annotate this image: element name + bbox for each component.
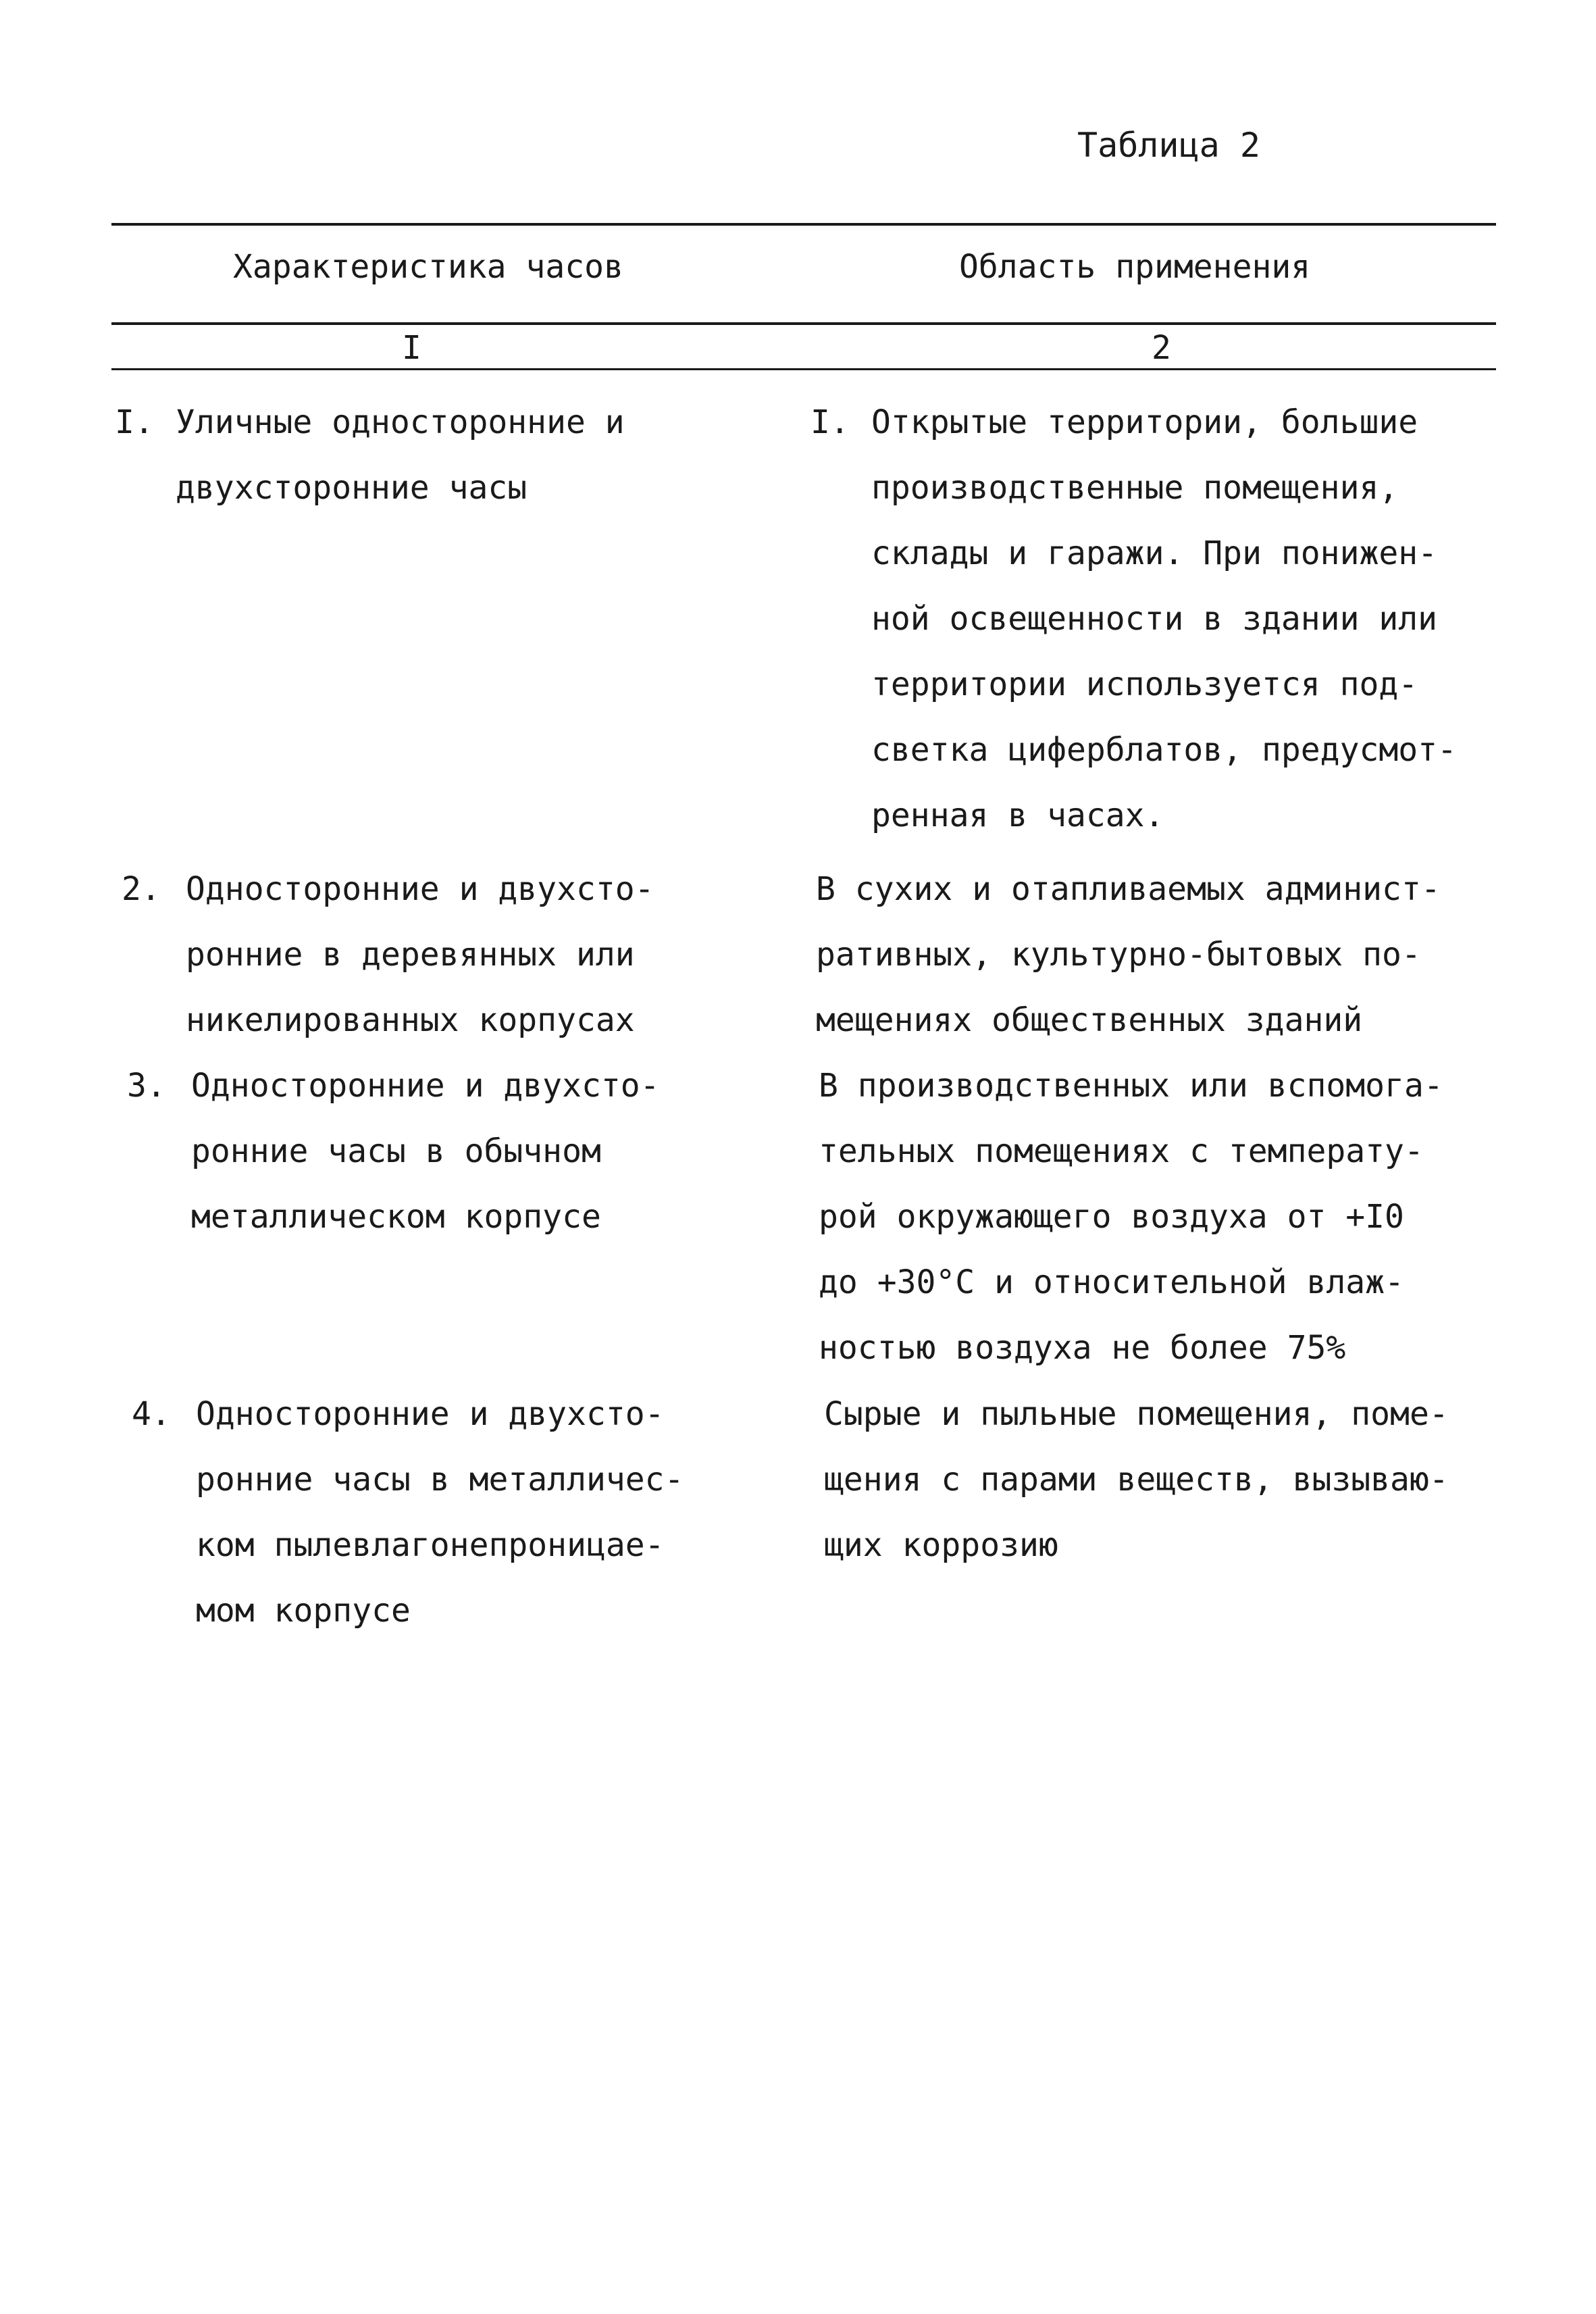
row-3-char-line-1: 3. Односторонние и двухсто- [127,1053,660,1119]
row-3-number: 3. [127,1067,166,1105]
row-2-app-line-3: мещениях общественных зданий [816,1001,1363,1039]
column-number-2: 2 [1152,329,1171,367]
row-1-app-line-7: ренная в часах. [871,797,1164,834]
table-numbering-rule [111,368,1496,370]
row-1-app-line-6: светка циферблатов, предусмот- [871,731,1457,769]
row-4-app-line-3: щих коррозию [824,1526,1058,1564]
table-caption: Таблица 2 [1077,126,1260,165]
row-3-app-line-4: до +30°C и относительной влаж- [819,1263,1404,1301]
row-1-app-line-2: производственные помещения, [871,469,1399,507]
row-2-char-line-2: ронние в деревянных или [186,936,635,974]
table-row-1-application [810,390,1457,849]
row-3-app-line-2: тельных помещениях с температу- [819,1132,1424,1170]
row-1-app-line-3: склады и гаражи. При понижен- [871,534,1438,572]
row-1-number: I. [115,403,154,441]
row-4-app-line-2: щения с парами веществ, вызываю- [824,1461,1449,1499]
row-4-app-line-1: Сырые и пыльные помещения, поме- [824,1395,1449,1433]
row-2-app-line-2: ративных, культурно-бытовых по- [816,936,1421,974]
table-row-2-application [816,857,1441,1053]
row-3-char-line-2: ронние часы в обычном [191,1132,601,1170]
row-2-number: 2. [122,870,161,908]
row-4-number: 4. [132,1395,171,1433]
column-header-application: Область применения [959,248,1311,286]
row-1-app-line-1: I. Открытые территории, большие [810,390,1457,455]
row-2-char-line-1: 2. Односторонние и двухсто- [122,857,654,922]
column-number-1: I [402,329,421,367]
row-1-char-line-1: I. Уличные односторонние и [115,390,625,455]
row-2-app-line-1: В сухих и отапливаемых админист- [816,870,1441,908]
table-row-3-characteristic [127,1053,660,1250]
row-3-char-line-3: металлическом корпусе [191,1198,601,1236]
table-row-1-characteristic [115,390,625,521]
row-1-app-line-5: территории используется под- [871,665,1418,703]
row-4-char-line-1: 4. Односторонние и двухсто- [132,1382,684,1447]
row-1-app-number: I. [810,403,850,441]
row-3-app-line-1: В производственных или вспомога- [819,1067,1443,1105]
table-row-4-characteristic [132,1382,684,1644]
row-4-char-line-4: мом корпусе [196,1592,411,1630]
table-row-2-characteristic [122,857,654,1053]
table-row-4-application [824,1382,1449,1578]
row-2-char-line-3: никелированных корпусах [186,1001,635,1039]
column-header-characteristics: Характеристика часов [233,248,623,286]
row-3-app-line-5: ностью воздуха не более 75% [819,1329,1346,1367]
row-1-app-line-4: ной освещенности в здании или [871,600,1438,638]
row-4-char-line-2: ронние часы в металличес- [196,1461,684,1499]
row-1-char-line-2: двухсторонние часы [176,469,527,507]
row-4-char-line-3: ком пылевлагонепроницае- [196,1526,665,1564]
table-top-rule [111,223,1496,226]
row-3-app-line-3: рой окружающего воздуха от +I0 [819,1198,1404,1236]
table-header-rule [111,322,1496,325]
table-row-3-application [819,1053,1443,1381]
